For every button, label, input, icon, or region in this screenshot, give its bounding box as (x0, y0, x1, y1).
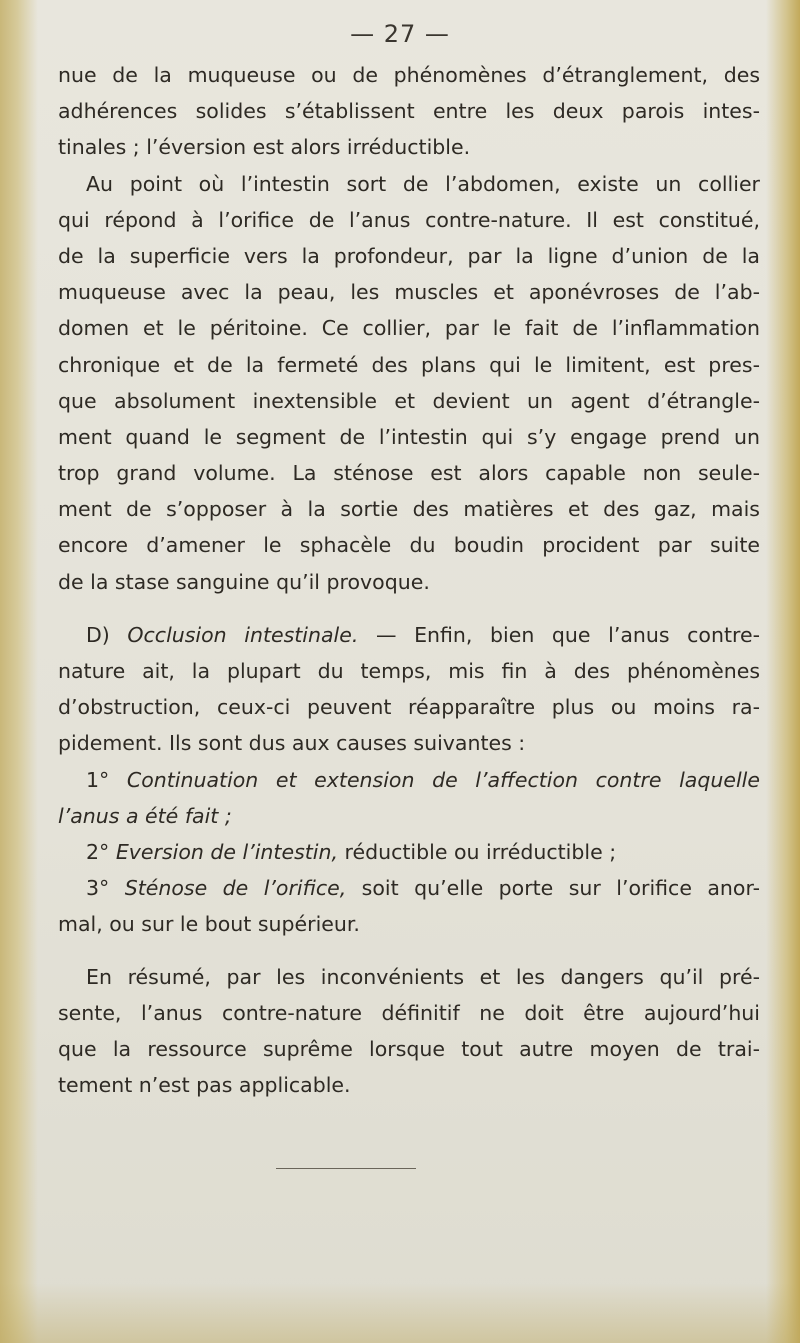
cause-2-line (58, 834, 760, 870)
cause-text: réductible ou irréductible ; (338, 839, 617, 864)
text-line: que absolument inextensible et devient un agent d’étrangle- (58, 388, 760, 413)
text-line: d’obstruction, ceux-ci peuvent réapparaître plus ou moins ra- (58, 695, 760, 720)
text-line: mal, ou sur le bout supérieur. (58, 912, 360, 937)
cause-text: soit qu’elle porte sur l’orifice anor- (346, 876, 760, 901)
page-edge-left (0, 0, 38, 1343)
text-line: Au point où l’intestin sort de l’abdomen, existe un collier (86, 171, 760, 196)
text-line: de la stase sanguine qu’il provoque. (58, 569, 430, 594)
cause-1-continued (58, 798, 760, 834)
text-line: tement n’est pas applicable. (58, 1073, 351, 1098)
text-line: muqueuse avec la peau, les muscles et aponévroses de l’ab- (58, 280, 760, 305)
cause-1-line (58, 762, 760, 798)
cause-3-line (58, 870, 760, 906)
cause-text: l’anus a été fait ; (58, 803, 232, 828)
text-line: nue de la muqueuse ou de phénomènes d’étranglement, des (58, 63, 760, 87)
cause-text: Continuation et extension de l’affection contre laquelle (126, 767, 760, 792)
page-edge-right (766, 0, 800, 1343)
body-text (58, 57, 760, 1103)
occlusion-heading-line (58, 617, 760, 653)
text-line: adhérences solides s’établissent entre les deux parois intes- (58, 99, 760, 124)
section-label: D) (86, 622, 110, 647)
text-line: de la superficie vers la profondeur, par la ligne d’union de la (58, 243, 760, 268)
text-line: ment quand le segment de l’intestin qui s’y engage prend un (58, 424, 760, 449)
cause-number: 2° (86, 839, 110, 864)
text-line: pidement. Ils sont dus aux causes suivantes : (58, 731, 526, 756)
cause-title: Sténose de l’orifice, (124, 876, 347, 901)
text-line: encore d’amener le sphacèle du boudin procident par suite (58, 533, 760, 558)
page-edge-bottom (0, 1283, 800, 1343)
text-line: qui répond à l’orifice de l’anus contre-nature. Il est constitué, (58, 207, 760, 232)
text-line: que la ressource suprême lorsque tout autre moyen de trai- (58, 1036, 760, 1061)
text-line: chronique et de la fermeté des plans qui le limitent, est pres- (58, 352, 760, 377)
cause-title: Eversion de l’intestin, (115, 839, 338, 864)
text-line: trop grand volume. La sténose est alors capable non seule- (58, 461, 760, 486)
end-rule (276, 1168, 416, 1169)
text-line: En résumé, par les inconvénients et les dangers qu’il pré- (86, 964, 760, 989)
page-number: — 27 — (350, 20, 450, 48)
text-line: tinales ; l’éversion est alors irréductible. (58, 135, 471, 160)
text-line: sente, l’anus contre-nature définitif ne doit être aujourd’hui (58, 1000, 760, 1025)
cause-number: 3° (86, 876, 110, 901)
cause-number: 1° (86, 767, 110, 792)
text-line: nature ait, la plupart du temps, mis fin à des phénomènes (58, 659, 760, 683)
section-text: — Enfin, bien que l’anus contre- (358, 622, 760, 647)
section-title: Occlusion intestinale. (127, 622, 359, 647)
text-line: ment de s’opposer à la sortie des matières et des gaz, mais (58, 497, 760, 522)
text-line: domen et le péritoine. Ce collier, par le fait de l’inflammation (58, 316, 760, 341)
